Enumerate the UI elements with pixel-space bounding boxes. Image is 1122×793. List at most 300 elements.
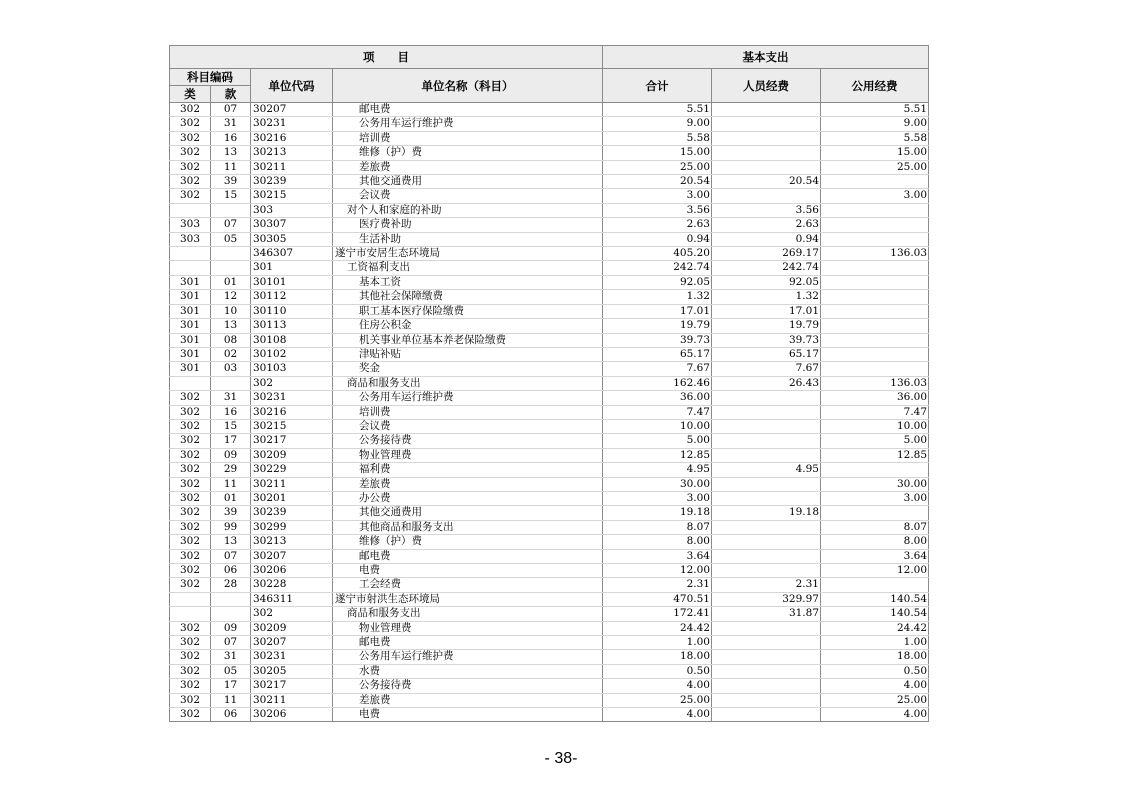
cell-section: 08 <box>211 333 251 347</box>
cell-section: 09 <box>211 448 251 462</box>
cell-class: 302 <box>170 535 211 549</box>
cell-class: 302 <box>170 419 211 433</box>
cell-unit-code: 30299 <box>251 520 333 534</box>
cell-unit-code: 30101 <box>251 275 333 289</box>
cell-total: 0.94 <box>603 232 712 246</box>
cell-total: 10.00 <box>603 419 712 433</box>
cell-personnel <box>712 160 821 174</box>
cell-unit-name: 差旅费 <box>333 693 603 707</box>
cell-public <box>821 203 929 217</box>
cell-public <box>821 218 929 232</box>
cell-public: 4.00 <box>821 708 929 722</box>
cell-section: 06 <box>211 708 251 722</box>
table-row <box>170 693 929 707</box>
cell-section: 39 <box>211 175 251 189</box>
cell-unit-name: 办公费 <box>333 491 603 505</box>
cell-unit-name: 物业管理费 <box>333 621 603 635</box>
header-unit-name: 单位名称（科目） <box>333 69 603 103</box>
cell-section <box>211 592 251 606</box>
cell-unit-code: 30239 <box>251 175 333 189</box>
cell-unit-name: 公务用车运行维护费 <box>333 391 603 405</box>
cell-unit-name: 维修（护）费 <box>333 146 603 160</box>
table-header <box>170 46 929 103</box>
cell-class: 301 <box>170 304 211 318</box>
cell-section: 13 <box>211 146 251 160</box>
cell-unit-name: 电费 <box>333 564 603 578</box>
cell-unit-code: 301 <box>251 261 333 275</box>
header-section: 款 <box>211 86 251 103</box>
cell-total: 3.00 <box>603 189 712 203</box>
cell-unit-name: 公务用车运行维护费 <box>333 650 603 664</box>
cell-personnel <box>712 535 821 549</box>
cell-class: 302 <box>170 564 211 578</box>
cell-section: 11 <box>211 693 251 707</box>
table-row <box>170 376 929 390</box>
cell-total: 65.17 <box>603 347 712 361</box>
cell-unit-name: 商品和服务支出 <box>333 376 603 390</box>
cell-unit-name: 其他交通费用 <box>333 506 603 520</box>
cell-personnel <box>712 708 821 722</box>
cell-total: 4.00 <box>603 679 712 693</box>
cell-public <box>821 347 929 361</box>
cell-unit-code: 30215 <box>251 419 333 433</box>
cell-total: 19.18 <box>603 506 712 520</box>
cell-unit-code: 302 <box>251 607 333 621</box>
cell-class: 302 <box>170 448 211 462</box>
cell-section: 99 <box>211 520 251 534</box>
table-row <box>170 650 929 664</box>
cell-unit-name: 福利费 <box>333 463 603 477</box>
cell-class: 301 <box>170 362 211 376</box>
cell-personnel: 19.79 <box>712 319 821 333</box>
cell-section: 06 <box>211 564 251 578</box>
table-row <box>170 708 929 722</box>
cell-section: 29 <box>211 463 251 477</box>
cell-public: 0.50 <box>821 664 929 678</box>
cell-total: 19.79 <box>603 319 712 333</box>
cell-unit-code: 30213 <box>251 535 333 549</box>
cell-class: 302 <box>170 391 211 405</box>
cell-public: 5.58 <box>821 131 929 145</box>
cell-personnel: 329.97 <box>712 592 821 606</box>
cell-unit-name: 差旅费 <box>333 160 603 174</box>
cell-class: 302 <box>170 578 211 592</box>
cell-unit-code: 302 <box>251 376 333 390</box>
cell-total: 5.58 <box>603 131 712 145</box>
table-row <box>170 146 929 160</box>
cell-unit-name: 其他商品和服务支出 <box>333 520 603 534</box>
cell-unit-name: 遂宁市射洪生态环境局 <box>333 592 603 606</box>
cell-section <box>211 203 251 217</box>
cell-class: 302 <box>170 117 211 131</box>
cell-unit-code: 30206 <box>251 708 333 722</box>
cell-unit-name: 商品和服务支出 <box>333 607 603 621</box>
cell-section: 31 <box>211 650 251 664</box>
cell-public <box>821 463 929 477</box>
cell-personnel: 65.17 <box>712 347 821 361</box>
cell-unit-name: 物业管理费 <box>333 448 603 462</box>
table-row <box>170 131 929 145</box>
cell-class: 302 <box>170 463 211 477</box>
cell-class <box>170 261 211 275</box>
cell-personnel <box>712 491 821 505</box>
cell-section <box>211 261 251 275</box>
cell-personnel: 269.17 <box>712 247 821 261</box>
cell-unit-name: 工会经费 <box>333 578 603 592</box>
cell-class: 303 <box>170 218 211 232</box>
cell-unit-code: 30110 <box>251 304 333 318</box>
cell-section: 39 <box>211 506 251 520</box>
expenditure-table <box>169 45 929 722</box>
cell-total: 0.50 <box>603 664 712 678</box>
cell-class: 302 <box>170 103 211 117</box>
cell-unit-code: 30231 <box>251 391 333 405</box>
cell-public <box>821 290 929 304</box>
cell-unit-name: 公务接待费 <box>333 679 603 693</box>
cell-personnel <box>712 419 821 433</box>
cell-personnel <box>712 477 821 491</box>
table-row <box>170 506 929 520</box>
cell-unit-code: 30228 <box>251 578 333 592</box>
cell-total: 7.67 <box>603 362 712 376</box>
cell-unit-code: 30307 <box>251 218 333 232</box>
cell-personnel <box>712 636 821 650</box>
cell-unit-name: 其他交通费用 <box>333 175 603 189</box>
table-row <box>170 564 929 578</box>
cell-unit-name: 邮电费 <box>333 549 603 563</box>
cell-personnel <box>712 564 821 578</box>
cell-public: 5.51 <box>821 103 929 117</box>
cell-total: 92.05 <box>603 275 712 289</box>
cell-total: 30.00 <box>603 477 712 491</box>
table-row <box>170 679 929 693</box>
cell-public <box>821 506 929 520</box>
cell-personnel: 7.67 <box>712 362 821 376</box>
cell-total: 36.00 <box>603 391 712 405</box>
cell-total: 3.00 <box>603 491 712 505</box>
cell-unit-code: 30205 <box>251 664 333 678</box>
cell-class: 301 <box>170 347 211 361</box>
cell-public: 30.00 <box>821 477 929 491</box>
table-row <box>170 333 929 347</box>
table-row <box>170 160 929 174</box>
cell-class: 302 <box>170 477 211 491</box>
cell-total: 4.00 <box>603 708 712 722</box>
cell-public: 1.00 <box>821 636 929 650</box>
cell-total: 1.00 <box>603 636 712 650</box>
cell-unit-code: 30231 <box>251 117 333 131</box>
cell-section <box>211 607 251 621</box>
cell-total: 3.64 <box>603 549 712 563</box>
cell-section <box>211 247 251 261</box>
cell-section: 03 <box>211 362 251 376</box>
cell-personnel: 17.01 <box>712 304 821 318</box>
cell-class <box>170 376 211 390</box>
cell-unit-code: 30231 <box>251 650 333 664</box>
cell-personnel <box>712 103 821 117</box>
cell-unit-code: 30305 <box>251 232 333 246</box>
cell-total: 8.07 <box>603 520 712 534</box>
table-body <box>170 103 929 722</box>
cell-public <box>821 333 929 347</box>
cell-personnel <box>712 448 821 462</box>
cell-section: 15 <box>211 419 251 433</box>
cell-section: 10 <box>211 304 251 318</box>
page-number: - 38- <box>544 750 578 767</box>
cell-unit-name: 津贴补贴 <box>333 347 603 361</box>
cell-unit-code: 30206 <box>251 564 333 578</box>
cell-unit-name: 电费 <box>333 708 603 722</box>
cell-section: 13 <box>211 319 251 333</box>
cell-unit-name: 公务用车运行维护费 <box>333 117 603 131</box>
cell-unit-code: 30216 <box>251 405 333 419</box>
cell-unit-code: 303 <box>251 203 333 217</box>
cell-unit-name: 生活补助 <box>333 232 603 246</box>
cell-personnel: 20.54 <box>712 175 821 189</box>
cell-class: 302 <box>170 520 211 534</box>
cell-unit-code: 30113 <box>251 319 333 333</box>
cell-public <box>821 232 929 246</box>
cell-section: 02 <box>211 347 251 361</box>
cell-section <box>211 376 251 390</box>
cell-public: 7.47 <box>821 405 929 419</box>
table-row <box>170 520 929 534</box>
cell-class: 301 <box>170 290 211 304</box>
cell-public: 136.03 <box>821 376 929 390</box>
table-row <box>170 247 929 261</box>
cell-personnel <box>712 664 821 678</box>
cell-public: 12.00 <box>821 564 929 578</box>
cell-class: 302 <box>170 131 211 145</box>
cell-personnel: 2.31 <box>712 578 821 592</box>
cell-public <box>821 319 929 333</box>
table-row <box>170 391 929 405</box>
cell-personnel <box>712 549 821 563</box>
cell-unit-name: 培训费 <box>333 405 603 419</box>
cell-unit-code: 30229 <box>251 463 333 477</box>
cell-total: 172.41 <box>603 607 712 621</box>
cell-unit-name: 工资福利支出 <box>333 261 603 275</box>
cell-total: 242.74 <box>603 261 712 275</box>
cell-personnel <box>712 679 821 693</box>
table-row <box>170 636 929 650</box>
table-row <box>170 549 929 563</box>
cell-unit-code: 30201 <box>251 491 333 505</box>
cell-total: 8.00 <box>603 535 712 549</box>
cell-class: 301 <box>170 275 211 289</box>
table-row <box>170 664 929 678</box>
cell-section: 13 <box>211 535 251 549</box>
cell-public: 5.00 <box>821 434 929 448</box>
cell-unit-code: 30108 <box>251 333 333 347</box>
cell-public: 140.54 <box>821 592 929 606</box>
cell-public <box>821 362 929 376</box>
cell-public: 25.00 <box>821 160 929 174</box>
table-row <box>170 405 929 419</box>
cell-personnel <box>712 405 821 419</box>
cell-total: 5.51 <box>603 103 712 117</box>
cell-total: 3.56 <box>603 203 712 217</box>
cell-class: 302 <box>170 650 211 664</box>
table-row <box>170 434 929 448</box>
cell-section: 31 <box>211 391 251 405</box>
cell-personnel: 19.18 <box>712 506 821 520</box>
cell-public <box>821 304 929 318</box>
cell-class <box>170 247 211 261</box>
cell-class <box>170 592 211 606</box>
cell-class: 302 <box>170 621 211 635</box>
cell-total: 7.47 <box>603 405 712 419</box>
cell-personnel: 242.74 <box>712 261 821 275</box>
cell-section: 11 <box>211 477 251 491</box>
cell-public <box>821 261 929 275</box>
cell-class: 302 <box>170 664 211 678</box>
cell-class <box>170 203 211 217</box>
table-row <box>170 419 929 433</box>
cell-unit-code: 346311 <box>251 592 333 606</box>
table-row <box>170 189 929 203</box>
cell-unit-code: 30209 <box>251 448 333 462</box>
cell-unit-code: 30211 <box>251 477 333 491</box>
cell-public: 3.64 <box>821 549 929 563</box>
cell-unit-name: 邮电费 <box>333 103 603 117</box>
cell-public: 36.00 <box>821 391 929 405</box>
cell-public: 15.00 <box>821 146 929 160</box>
cell-section: 17 <box>211 434 251 448</box>
cell-public: 136.03 <box>821 247 929 261</box>
table-row <box>170 290 929 304</box>
cell-public: 10.00 <box>821 419 929 433</box>
cell-total: 12.00 <box>603 564 712 578</box>
cell-unit-name: 机关事业单位基本养老保险缴费 <box>333 333 603 347</box>
cell-class: 302 <box>170 549 211 563</box>
cell-section: 01 <box>211 275 251 289</box>
cell-personnel <box>712 131 821 145</box>
header-item: 项 目 <box>170 46 603 69</box>
table-row <box>170 448 929 462</box>
cell-class: 302 <box>170 679 211 693</box>
cell-class: 302 <box>170 160 211 174</box>
cell-public: 8.07 <box>821 520 929 534</box>
cell-personnel <box>712 391 821 405</box>
budget-sheet <box>169 45 928 722</box>
cell-personnel: 0.94 <box>712 232 821 246</box>
cell-public <box>821 275 929 289</box>
table-row <box>170 218 929 232</box>
cell-public <box>821 175 929 189</box>
cell-total: 162.46 <box>603 376 712 390</box>
table-row <box>170 232 929 246</box>
cell-unit-code: 30102 <box>251 347 333 361</box>
table-row <box>170 304 929 318</box>
cell-unit-name: 会议费 <box>333 189 603 203</box>
cell-unit-code: 30207 <box>251 103 333 117</box>
cell-unit-name: 基本工资 <box>333 275 603 289</box>
cell-class: 302 <box>170 506 211 520</box>
cell-unit-code: 30215 <box>251 189 333 203</box>
cell-personnel <box>712 621 821 635</box>
table-row <box>170 607 929 621</box>
cell-total: 24.42 <box>603 621 712 635</box>
cell-class: 301 <box>170 319 211 333</box>
cell-unit-code: 30211 <box>251 693 333 707</box>
cell-total: 12.85 <box>603 448 712 462</box>
cell-unit-code: 30209 <box>251 621 333 635</box>
cell-section: 07 <box>211 636 251 650</box>
header-personnel: 人员经费 <box>712 69 821 103</box>
cell-class: 302 <box>170 708 211 722</box>
cell-personnel: 2.63 <box>712 218 821 232</box>
cell-total: 17.01 <box>603 304 712 318</box>
table-row <box>170 347 929 361</box>
cell-unit-code: 346307 <box>251 247 333 261</box>
cell-total: 4.95 <box>603 463 712 477</box>
cell-unit-name: 公务接待费 <box>333 434 603 448</box>
table-row <box>170 103 929 117</box>
cell-unit-name: 住房公积金 <box>333 319 603 333</box>
cell-personnel <box>712 693 821 707</box>
cell-total: 2.31 <box>603 578 712 592</box>
cell-unit-name: 对个人和家庭的补助 <box>333 203 603 217</box>
cell-section: 07 <box>211 549 251 563</box>
table-row <box>170 319 929 333</box>
cell-unit-name: 其他社会保障缴费 <box>333 290 603 304</box>
cell-unit-name: 奖金 <box>333 362 603 376</box>
cell-section: 09 <box>211 621 251 635</box>
cell-section: 11 <box>211 160 251 174</box>
cell-unit-name: 差旅费 <box>333 477 603 491</box>
cell-class: 302 <box>170 636 211 650</box>
table-row <box>170 491 929 505</box>
cell-personnel: 4.95 <box>712 463 821 477</box>
header-total: 合计 <box>603 69 712 103</box>
cell-class: 302 <box>170 146 211 160</box>
cell-public: 18.00 <box>821 650 929 664</box>
cell-public: 140.54 <box>821 607 929 621</box>
cell-total: 470.51 <box>603 592 712 606</box>
cell-section: 28 <box>211 578 251 592</box>
cell-personnel <box>712 117 821 131</box>
table-row <box>170 578 929 592</box>
cell-total: 1.32 <box>603 290 712 304</box>
table-row <box>170 362 929 376</box>
table-row <box>170 175 929 189</box>
cell-personnel: 1.32 <box>712 290 821 304</box>
cell-public: 8.00 <box>821 535 929 549</box>
cell-unit-code: 30207 <box>251 549 333 563</box>
cell-class: 302 <box>170 405 211 419</box>
cell-unit-name: 会议费 <box>333 419 603 433</box>
cell-section: 16 <box>211 131 251 145</box>
cell-personnel <box>712 520 821 534</box>
cell-unit-name: 职工基本医疗保险缴费 <box>333 304 603 318</box>
cell-unit-name: 遂宁市安居生态环境局 <box>333 247 603 261</box>
cell-section: 31 <box>211 117 251 131</box>
cell-personnel: 39.73 <box>712 333 821 347</box>
cell-total: 2.63 <box>603 218 712 232</box>
cell-class: 302 <box>170 491 211 505</box>
cell-class: 301 <box>170 333 211 347</box>
cell-public: 3.00 <box>821 491 929 505</box>
cell-section: 16 <box>211 405 251 419</box>
cell-section: 05 <box>211 232 251 246</box>
cell-personnel: 3.56 <box>712 203 821 217</box>
cell-personnel: 92.05 <box>712 275 821 289</box>
cell-unit-code: 30217 <box>251 679 333 693</box>
table-row <box>170 275 929 289</box>
cell-unit-code: 30217 <box>251 434 333 448</box>
header-public: 公用经费 <box>821 69 929 103</box>
